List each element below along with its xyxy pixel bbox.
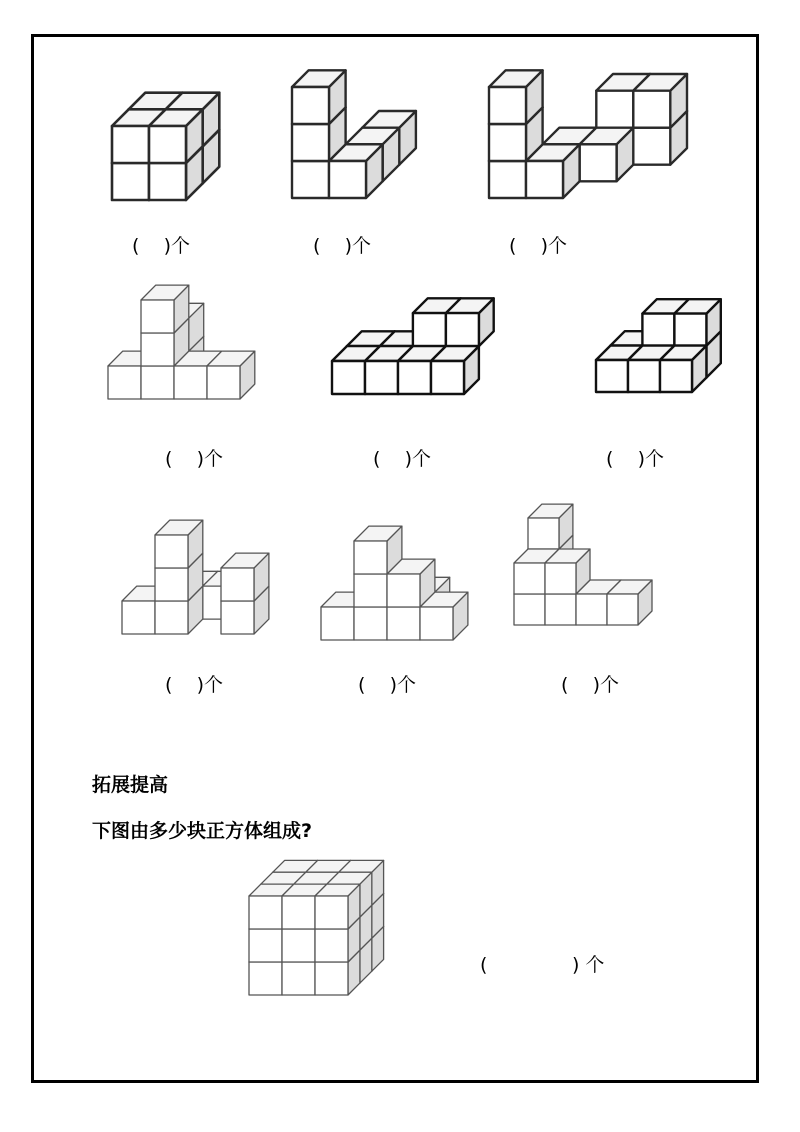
answer-blank-3: ( )个 xyxy=(509,235,567,257)
answer-blank-7: ( )个 xyxy=(165,674,223,696)
unit-cube xyxy=(607,580,652,625)
unit-cube xyxy=(149,109,203,163)
unit-cube xyxy=(155,520,203,568)
answer-blank-big: ( ) 个 xyxy=(480,954,605,976)
cube-figure-3 xyxy=(489,70,687,198)
unit-cube xyxy=(489,70,543,124)
unit-cube xyxy=(674,299,720,345)
answer-blank-9: ( )个 xyxy=(561,674,619,696)
unit-cube xyxy=(431,346,479,394)
answer-blank-8: ( )个 xyxy=(358,674,416,696)
cube-figure-6 xyxy=(596,299,721,392)
big-cube-figure xyxy=(249,860,384,995)
unit-cube xyxy=(528,504,573,549)
unit-cube xyxy=(292,70,346,124)
unit-cube xyxy=(354,526,402,574)
unit-cube xyxy=(221,553,269,601)
unit-cube xyxy=(207,351,255,399)
answer-blank-4: ( )个 xyxy=(165,448,223,470)
cube-figure-4 xyxy=(108,285,255,399)
answer-blank-5: ( )个 xyxy=(373,448,431,470)
unit-cube xyxy=(141,285,189,333)
cube-figure-5 xyxy=(332,298,494,394)
unit-cube xyxy=(446,298,494,346)
unit-cube xyxy=(633,74,687,128)
cube-figure-9 xyxy=(514,504,652,625)
unit-cube xyxy=(545,549,590,594)
cube-figure-7 xyxy=(122,520,269,634)
answer-blank-6: ( )个 xyxy=(606,448,664,470)
cube-figure-8 xyxy=(321,526,468,640)
unit-cube xyxy=(315,884,360,929)
unit-cube xyxy=(580,128,634,182)
section-title: 拓展提高 xyxy=(92,774,169,796)
answer-blank-2: ( )个 xyxy=(313,235,371,257)
unit-cube xyxy=(660,346,706,392)
cube-figure-1 xyxy=(112,93,219,200)
question-text: 下图由多少块正方体组成? xyxy=(92,820,313,842)
cube-figure-2 xyxy=(292,70,416,198)
answer-blank-1: ( )个 xyxy=(132,235,190,257)
